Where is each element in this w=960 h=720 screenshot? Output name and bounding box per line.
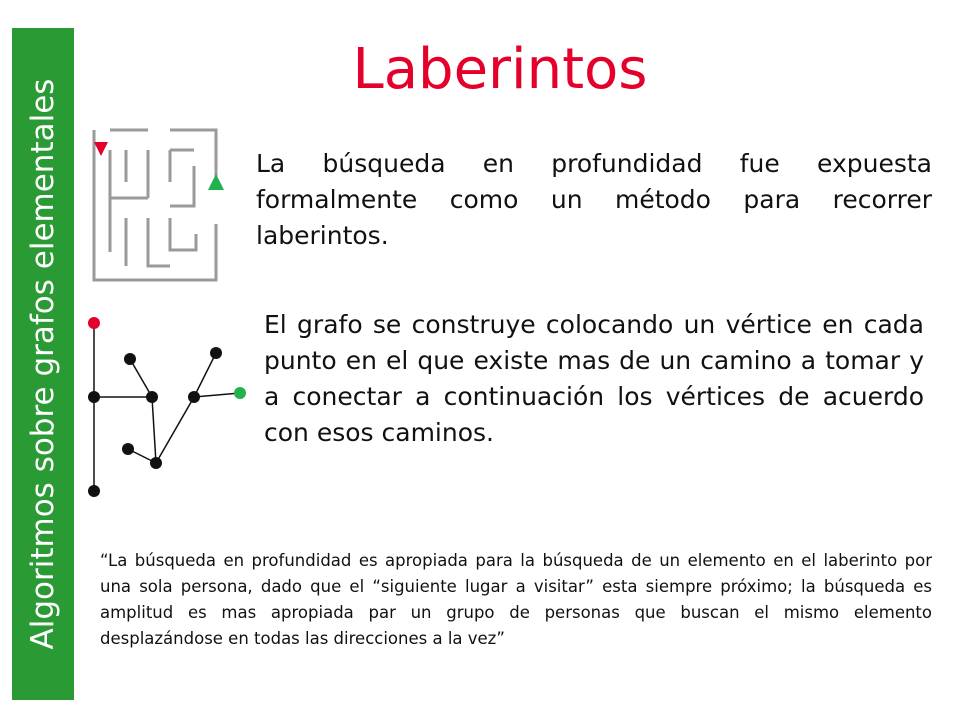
maze-icon — [86, 122, 240, 292]
graph-vertex — [88, 391, 100, 403]
goal-vertex — [234, 387, 246, 399]
page-title: Laberintos — [352, 37, 648, 102]
graph-vertex — [122, 443, 134, 455]
graph-paragraph: El grafo se construye colocando un vértice en cada punto en el que existe mas de un camino a tomar y a conectar a continuación los vértices de acuerdo con esos caminos. — [264, 310, 924, 447]
graph-vertex — [88, 485, 100, 497]
graph-vertex — [146, 391, 158, 403]
graph-vertex — [150, 457, 162, 469]
graph-vertex — [124, 353, 136, 365]
quote-paragraph: “La búsqueda en profundidad es apropiada para la búsqueda de un elemento en el laberinto por una sola persona, dado que el “siguiente lugar a visitar” esta siempre próximo; la búsqueda es amplitud es mas apropiada par un grupo de personas que buscan el mismo elemento desplazándose en todas las direcciones a la vez” — [100, 551, 932, 648]
sidebar-label: Algoritmos sobre grafos elementales — [25, 78, 61, 650]
intro-paragraph: La búsqueda en profundidad fue expuesta formalmente como un método para recorrer laberintos. — [256, 149, 932, 250]
graph-vertex — [210, 347, 222, 359]
start-vertex — [88, 317, 100, 329]
graph-diagram — [80, 305, 260, 505]
graph-vertex — [188, 391, 200, 403]
